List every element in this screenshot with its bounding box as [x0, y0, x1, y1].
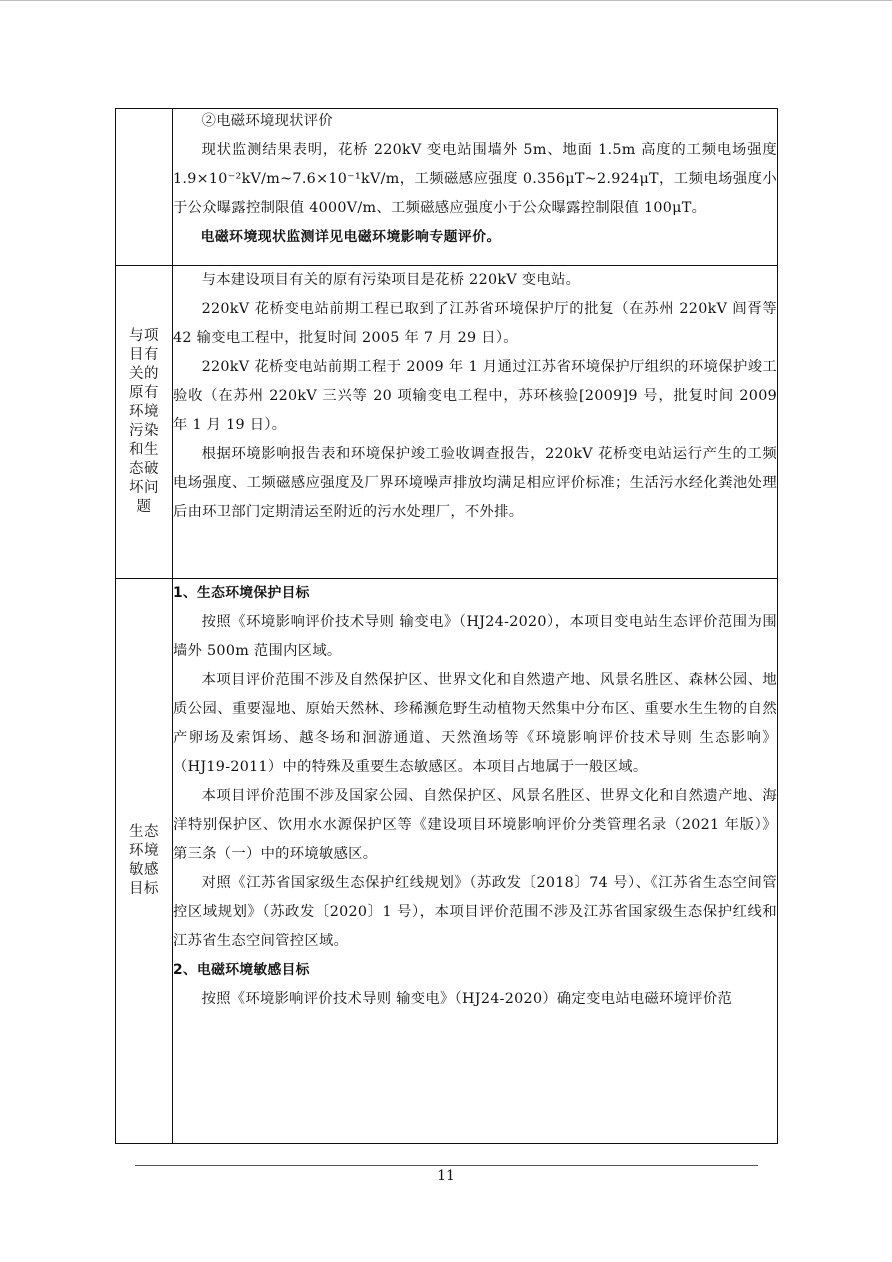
row-label-empty	[116, 109, 173, 266]
footer-rule	[135, 1165, 758, 1166]
document-table	[115, 108, 778, 1144]
paragraph: 按照《环境影响评价技术导则 输变电》（HJ24-2020），本项目变电站生态评价范围为围墙外 500m 范围内区域。	[173, 614, 777, 659]
subheading-em-status: ②电磁环境现状评价	[201, 113, 333, 129]
row-content-eco-sensitive	[173, 579, 778, 1144]
paragraph: 本项目评价范围不涉及自然保护区、世界文化和自然遗产地、风景名胜区、森林公园、地质公园、重要湿地、原始天然林、珍稀濒危野生动植物天然集中分布区、重要水生生物的自然产卵场及索饵场、越冬场和洄游通道、天然渔场等《环境影响评价技术导则 生态影响》（HJ19-2011）中的特殊及重要生态敏感区。本项目占地属于一般区域。	[173, 672, 777, 775]
paragraph: 220kV 花桥变电站前期工程已取到了江苏省环境保护厅的批复（在苏州 220kV 闾胥等 42 输变电工程中，批复时间 2005 年 7 月 29 日）。	[173, 301, 777, 346]
page-top-edge	[0, 0, 892, 1]
table-row-existing-pollution	[116, 266, 778, 579]
paragraph: 对照《江苏省国家级生态保护红线规划》（苏政发〔2018〕74 号）、《江苏省生态空间管控区域规划》（苏政发〔2020〕1 号），本项目评价范围不涉及江苏省国家级生态保护红线和江苏省生态空间管控区域。	[173, 875, 777, 949]
row-content-existing-pollution	[173, 266, 778, 579]
paragraph: 现状监测结果表明，花桥 220kV 变电站围墙外 5m、地面 1.5m 高度的工频电场强度 1.9×10⁻²kV/m~7.6×10⁻¹kV/m，工频磁感应强度 0.356μT~2.924μT，工频电场强度小于公众曝露控制限值 4000V/m、工频磁感应强度小于公众曝露控制限值 100μT。	[173, 142, 777, 216]
section-heading: 2、电磁环境敏感目标	[173, 962, 310, 978]
table-row-eco-sensitive	[116, 579, 778, 1144]
row-label-existing-pollution: 与项目有关的原有环境污染和生态破坏问题	[116, 266, 173, 579]
paragraph: 根据环境影响报告表和环境保护竣工验收调查报告，220kV 花桥变电站运行产生的工频电场强度、工频磁感应强度及厂界环境噪声排放均满足相应评价标准；生活污水经化粪池处理后由环卫部门定期清运至附近的污水处理厂，不外排。	[173, 446, 777, 520]
paragraph: 按照《环境影响评价技术导则 输变电》（HJ24-2020）确定变电站电磁环境评价范	[201, 991, 733, 1007]
section-heading: 1、生态环境保护目标	[173, 585, 310, 601]
bold-paragraph: 电磁环境现状监测详见电磁环境影响专题评价。	[200, 229, 501, 245]
row-label-eco-sensitive: 生态环境敏感目标	[116, 579, 173, 1144]
page-number: 11	[437, 1168, 455, 1184]
table-row-em-status	[116, 109, 778, 266]
paragraph: 本项目评价范围不涉及国家公园、自然保护区、风景名胜区、世界文化和自然遗产地、海洋特别保护区、饮用水水源保护区等《建设项目环境影响评价分类管理名录（2021 年版）》第三条（一）中的环境敏感区。	[173, 788, 777, 862]
paragraph: 与本建设项目有关的原有污染项目是花桥 220kV 变电站。	[201, 272, 581, 288]
paragraph: 220kV 花桥变电站前期工程于 2009 年 1 月通过江苏省环境保护厅组织的环境保护竣工验收（在苏州 220kV 三兴等 20 项输变电工程中，苏环核验[2009]9 号，批复时间 2009 年 1 月 19 日）。	[173, 359, 777, 433]
row-content-em-status	[173, 109, 778, 266]
